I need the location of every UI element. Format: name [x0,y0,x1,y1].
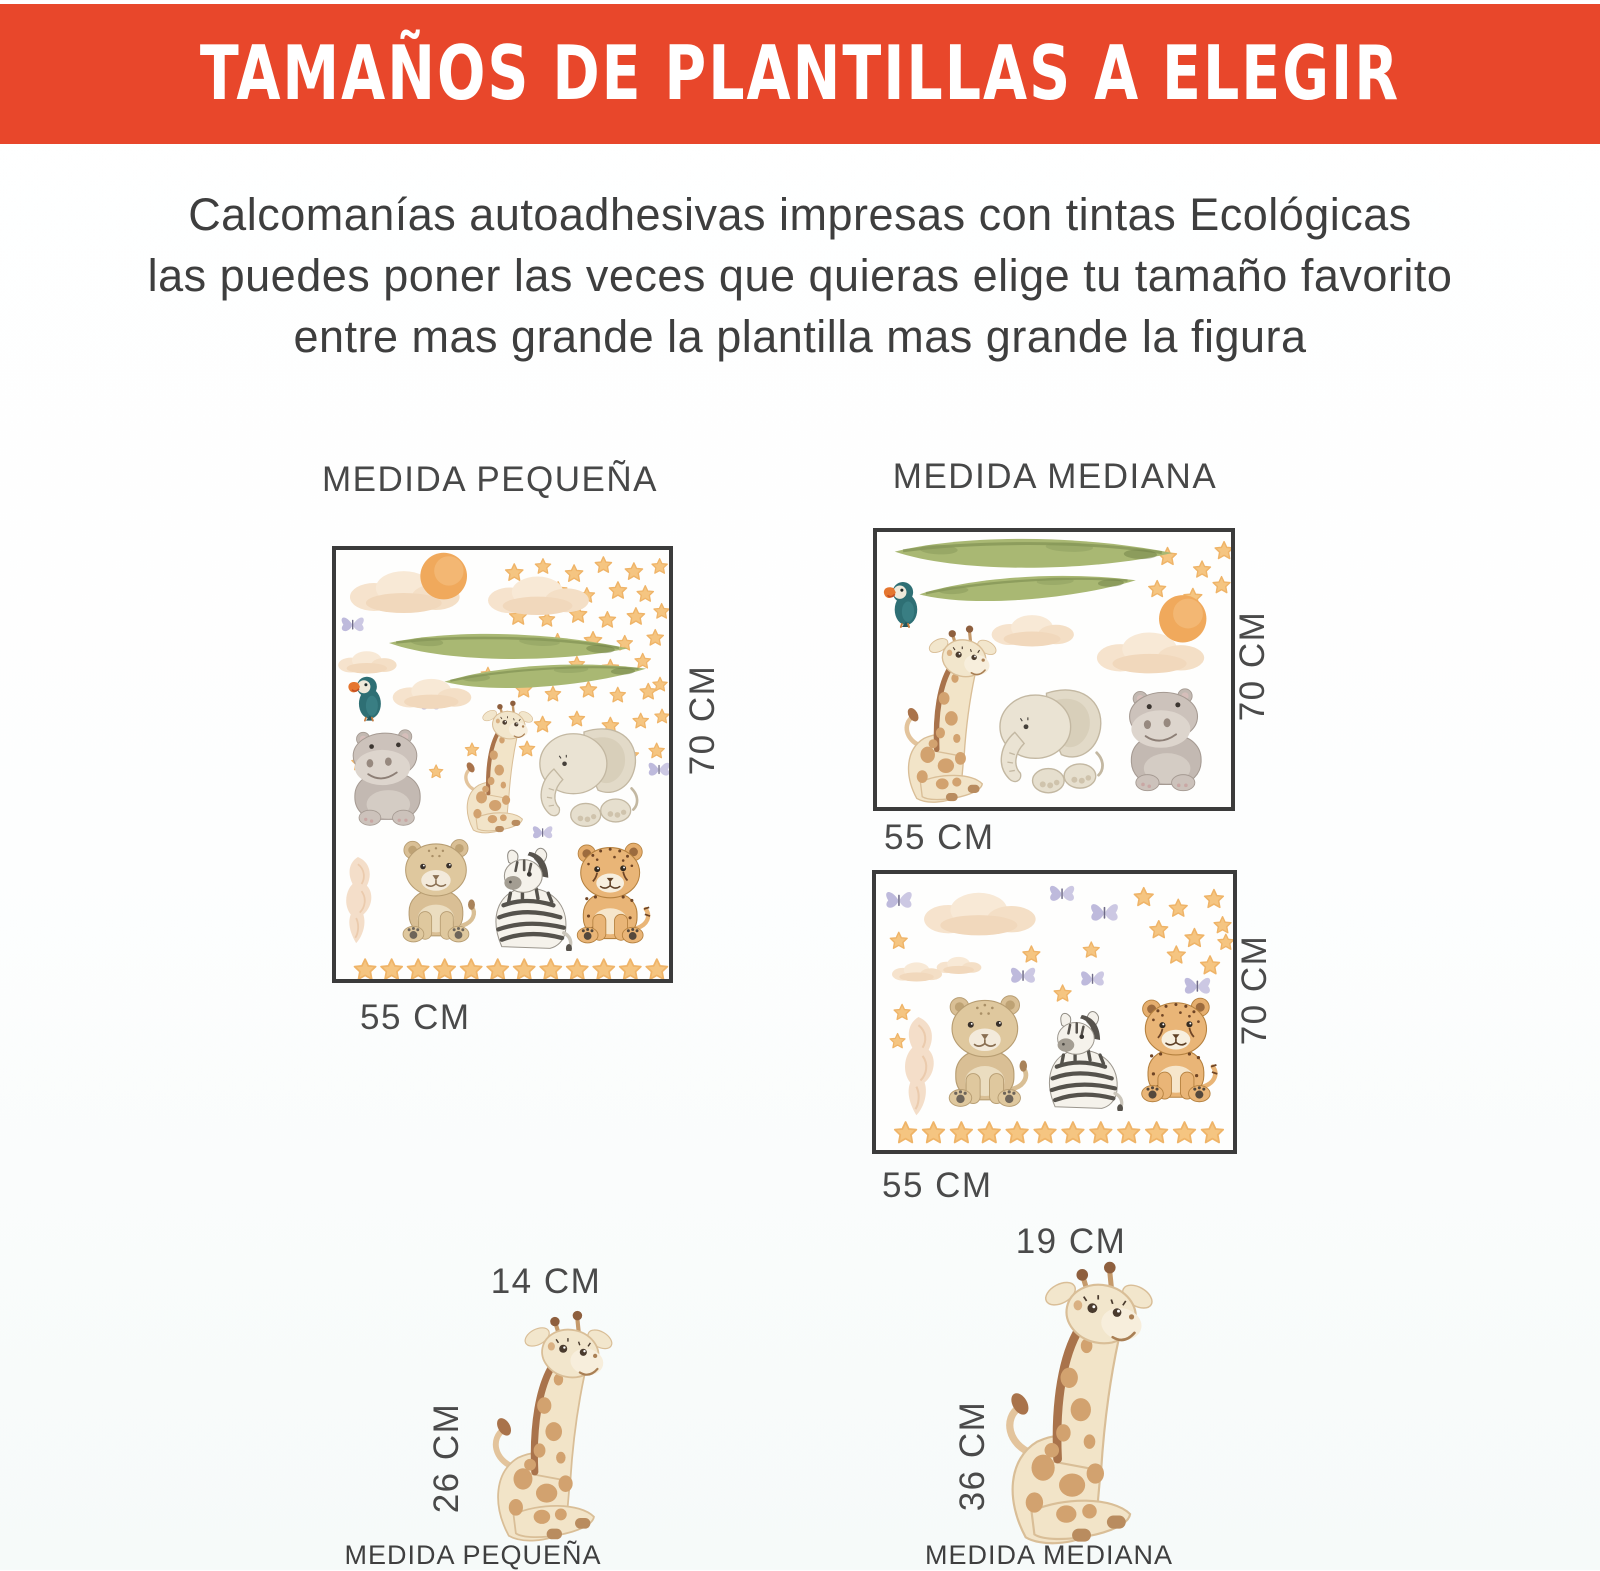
star-icon [652,559,667,574]
star-icon [1118,1122,1140,1142]
lion-illustration [403,840,475,942]
sheet-small-width-label: 55 CM [360,998,471,1037]
star-icon [1134,888,1153,906]
star-icon [465,743,478,756]
star-icon [519,741,534,756]
star-icon [540,959,561,979]
star-icon [1146,1122,1168,1142]
star-icon [1194,561,1211,577]
sticker-sheet-medium-top [873,528,1235,811]
cheetah-illustration [577,843,650,943]
figure-medium-width-label: 19 CM [1015,1222,1127,1261]
star-icon [1090,1122,1112,1142]
cloud-icon [924,893,1036,936]
giraffe-illustration [1008,1262,1156,1543]
sun-icon [420,553,467,600]
star-icon [640,683,656,698]
star-icon [429,765,442,778]
giraffe-illustration [906,626,999,803]
star-icon [1174,1122,1196,1142]
star-icon [1214,917,1231,933]
star-icon [923,1122,945,1142]
cloud-icon [892,962,942,981]
star-icon [1034,1122,1056,1142]
sticker-sheet-small-art [336,550,669,979]
leaf-icon [444,662,647,691]
star-icon [1006,1122,1028,1142]
star-icon [1218,934,1233,949]
butterfly-icon [649,763,669,776]
butterfly-icon [886,892,912,908]
butterfly-icon [1081,971,1104,985]
figure-medium-caption: MEDIDA MEDIANA [924,1540,1174,1570]
star-icon [1201,956,1220,974]
intro-paragraph [60,184,1540,367]
star-icon [637,586,653,601]
star-icon [633,713,648,728]
lion-illustration [949,996,1027,1107]
star-icon [1185,929,1204,947]
cloud-icon [488,577,589,616]
star-icon [535,559,550,574]
star-icon [1169,899,1187,916]
giraffe-figure-small [478,1306,620,1543]
page-title: TAMAÑOS DE PLANTILLAS A ELEGIR [199,30,1401,118]
star-icon [610,687,625,702]
figure-small-height-label: 26 CM [427,1402,466,1514]
star-icon [506,564,523,580]
leaf-icon [894,534,1172,573]
star-icon [625,563,642,579]
zebra-illustration [496,848,572,952]
cloud-icon [992,615,1074,646]
sheet-medium-top-height-label: 70 CM [1233,610,1272,722]
star-icon [580,681,596,696]
star-icon [1083,942,1099,957]
star-icon [890,932,907,948]
intro-line-3: entre mas grande la plantilla mas grande la figura [293,311,1307,362]
star-icon [978,1122,1000,1142]
star-icon [569,711,584,726]
star-icon [1149,581,1166,597]
giraffe-illustration [494,1311,615,1541]
sticker-sheet-small [332,546,673,983]
star-icon [1062,1122,1084,1142]
butterfly-icon [342,617,364,631]
section-title-small: MEDIDA PEQUEÑA [321,460,659,499]
cloud-icon [338,651,396,673]
star-icon [1023,946,1040,962]
star-icon [646,959,667,979]
figure-small-width-label: 14 CM [490,1262,602,1301]
sticker-sheet-medium-top-art [877,532,1231,807]
star-icon [890,1034,905,1048]
header-banner [0,4,1600,144]
star-icon [599,612,615,627]
star-icon [565,565,582,581]
star-icon [655,709,669,723]
star-icon [620,959,641,979]
elephant-illustration [540,729,637,826]
sheet-small-height-label: 70 CM [683,664,722,776]
star-icon [1167,946,1185,963]
leaf-icon [919,573,1136,604]
butterfly-icon [1091,904,1118,921]
star-icon [1054,985,1071,1001]
star-icon [951,1122,973,1142]
star-icon [567,959,588,979]
butterfly-icon [1050,886,1074,901]
star-icon [593,959,614,979]
sheet-medium-bottom-height-label: 70 CM [1235,934,1274,1046]
toucan-icon [348,677,380,721]
butterfly-icon [1011,968,1035,983]
star-icon [895,1122,917,1142]
star-icon [1150,921,1168,938]
hippo-illustration [353,730,420,825]
hippo-illustration [1130,689,1202,791]
star-icon [1202,1122,1224,1142]
section-title-medium: MEDIDA MEDIANA [892,457,1218,496]
toucan-icon [884,582,917,627]
giraffe-figure-medium [988,1256,1162,1546]
intro-line-2: las puedes poner las veces que quieras elige tu tamaño favorito [147,250,1453,301]
star-icon [487,959,508,979]
figure-medium-height-label: 36 CM [953,1400,992,1512]
star-icon [635,653,650,668]
star-icon [647,630,663,645]
star-icon [649,743,664,758]
cream-swirl-icon [905,1017,934,1115]
star-icon [545,686,560,701]
sticker-sheet-medium-bottom [872,870,1237,1154]
figure-small-caption: MEDIDA PEQUEÑA [344,1540,602,1570]
sun-icon [1159,595,1206,642]
star-icon [1215,542,1231,559]
cloud-icon [937,957,982,974]
star-icon [355,959,376,979]
zebra-illustration [1050,1012,1123,1113]
star-icon [381,959,402,979]
star-icon [408,959,429,979]
star-icon [1213,577,1230,593]
giraffe-illustration [465,701,535,833]
star-icon [894,1004,910,1019]
butterfly-icon [533,826,553,838]
star-icon [534,716,550,731]
star-icon [595,557,611,572]
star-icon [461,959,482,979]
intro-line-1: Calcomanías autoadhesivas impresas con tintas Ecológicas [188,189,1412,240]
star-icon [514,959,535,979]
elephant-illustration [1000,690,1103,793]
butterfly-icon [1185,978,1211,994]
star-icon [1205,890,1224,908]
sheet-medium-bottom-width-label: 55 CM [882,1166,993,1205]
cheetah-illustration [1142,998,1218,1102]
star-icon [627,608,644,624]
sheet-medium-top-width-label: 55 CM [884,818,995,857]
star-icon [654,604,669,619]
star-icon [434,959,455,979]
star-icon [1159,548,1177,565]
sticker-sheet-medium-bottom-art [876,874,1233,1150]
star-icon [609,582,626,598]
cream-swirl-icon [346,857,371,943]
